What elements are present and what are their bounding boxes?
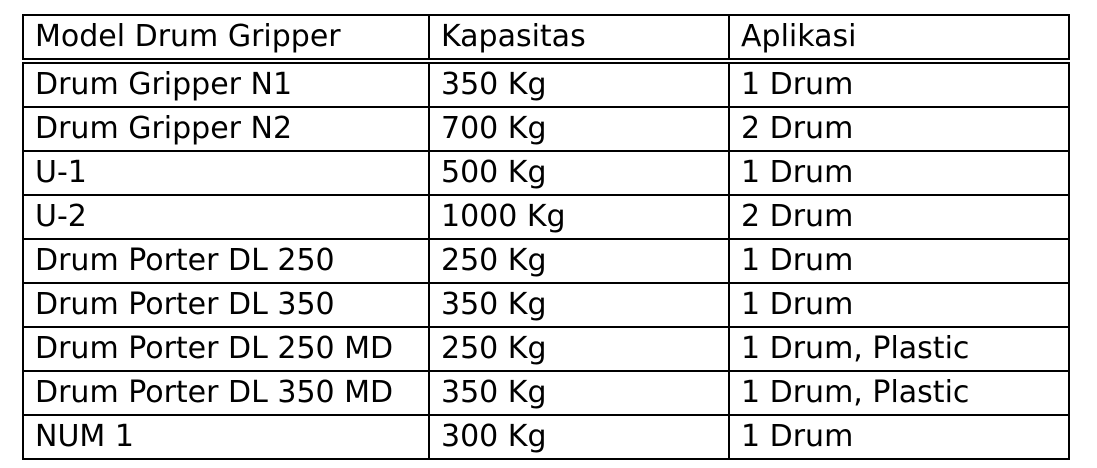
table-row [23,283,1069,327]
table-cell: 250 Kg [429,327,729,371]
table-cell: 1 Drum [729,283,1069,327]
table-cell: 250 Kg [429,239,729,283]
table-cell: 1 Drum [729,415,1069,459]
table-cell: NUM 1 [23,415,429,459]
table-cell: U-2 [23,195,429,239]
table-cell: 1 Drum, Plastic [729,371,1069,415]
table-row [23,371,1069,415]
table-cell: Drum Gripper N1 [23,61,429,107]
table-cell: 350 Kg [429,283,729,327]
table-cell: Drum Gripper N2 [23,107,429,151]
table-header-row [23,15,1069,61]
table-body [23,61,1069,459]
table-row [23,61,1069,107]
table-cell: 1 Drum [729,151,1069,195]
table-cell: 2 Drum [729,195,1069,239]
column-header-aplikasi: Aplikasi [729,15,1069,61]
table-cell: Drum Porter DL 350 MD [23,371,429,415]
table-cell: 300 Kg [429,415,729,459]
table-cell: 1 Drum [729,61,1069,107]
table-cell: 350 Kg [429,371,729,415]
table-row [23,195,1069,239]
table-cell: 1000 Kg [429,195,729,239]
table-cell: Drum Porter DL 250 [23,239,429,283]
table-row [23,327,1069,371]
table-row [23,239,1069,283]
table-row [23,415,1069,459]
table-cell: 1 Drum [729,239,1069,283]
table-cell: 700 Kg [429,107,729,151]
table-cell: Drum Porter DL 250 MD [23,327,429,371]
table-cell: 2 Drum [729,107,1069,151]
column-header-model: Model Drum Gripper [23,15,429,61]
table-cell: U-1 [23,151,429,195]
table-cell: 1 Drum, Plastic [729,327,1069,371]
table-row [23,151,1069,195]
drum-gripper-spec-table [22,14,1070,460]
table-cell: Drum Porter DL 350 [23,283,429,327]
table-cell: 350 Kg [429,61,729,107]
table-cell: 500 Kg [429,151,729,195]
table-row [23,107,1069,151]
column-header-kapasitas: Kapasitas [429,15,729,61]
